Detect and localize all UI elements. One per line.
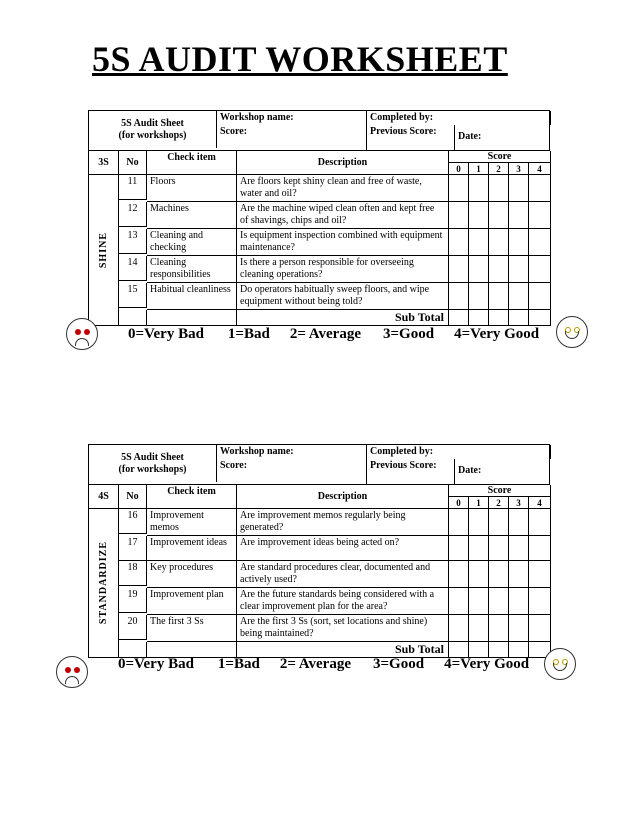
- row-check-item: The first 3 Ss: [147, 615, 237, 642]
- legend-item: 3=Good: [383, 326, 435, 342]
- legend-item: 0=Very Bad: [118, 656, 194, 672]
- row-number: 17: [119, 536, 147, 561]
- sheet-name-line2: (for workshops): [118, 463, 187, 475]
- score-level-4: 4: [529, 497, 551, 509]
- legend-item: 3=Good: [373, 656, 425, 672]
- score-cell[interactable]: [449, 202, 469, 229]
- score-legend: [118, 656, 529, 673]
- section-label: [89, 509, 119, 658]
- score-cell[interactable]: [509, 202, 529, 229]
- score-cell[interactable]: [469, 283, 489, 310]
- score-cell[interactable]: [529, 256, 551, 283]
- row-number: 15: [119, 283, 147, 308]
- subtotal-score-cell[interactable]: [489, 310, 509, 326]
- score-level-0: 0: [449, 497, 469, 509]
- score-level-3: 3: [509, 497, 529, 509]
- row-check-item: Improvement ideas: [147, 536, 237, 561]
- score-cell[interactable]: [489, 283, 509, 310]
- subtotal-score-cell[interactable]: [449, 310, 469, 326]
- legend-item: 1=Bad: [227, 326, 270, 342]
- row-check-item: Cleaning responsibilities: [147, 256, 237, 283]
- subtotal-score-cell[interactable]: [469, 310, 489, 326]
- score-cell[interactable]: [469, 509, 489, 536]
- score-cell[interactable]: [469, 536, 489, 561]
- score-cell[interactable]: [489, 202, 509, 229]
- score-cell[interactable]: [449, 615, 469, 642]
- row-number: 13: [119, 229, 147, 254]
- section-name: SHINE: [97, 231, 109, 269]
- happy-face-icon: [544, 648, 576, 680]
- legend-item: 2= Average: [289, 326, 361, 342]
- score-cell[interactable]: [509, 175, 529, 202]
- sad-face-icon: [56, 656, 88, 688]
- score-cell[interactable]: [529, 175, 551, 202]
- col-header-description: Description: [237, 151, 449, 175]
- score-cell[interactable]: [509, 283, 529, 310]
- row-description: Do operators habitually sweep floors, and wipe equipment without being told?: [237, 283, 449, 310]
- row-number: 16: [119, 509, 147, 534]
- previous-score-field[interactable]: Previous Score:: [367, 125, 455, 150]
- score-cell[interactable]: [509, 256, 529, 283]
- score-cell[interactable]: [449, 588, 469, 615]
- score-cell[interactable]: [509, 509, 529, 536]
- col-header-score: Score: [449, 485, 551, 497]
- score-cell[interactable]: [469, 256, 489, 283]
- col-header-no: No: [119, 151, 147, 175]
- row-description: Is there a person responsible for overseeing cleaning operations?: [237, 256, 449, 283]
- score-cell[interactable]: [489, 509, 509, 536]
- row-check-item: Cleaning and checking: [147, 229, 237, 256]
- subtotal-score-cell[interactable]: [529, 310, 551, 326]
- sheet-header: [88, 110, 550, 150]
- legend-item: 4=Very Good: [454, 326, 540, 342]
- score-cell[interactable]: [489, 175, 509, 202]
- score-cell[interactable]: [449, 536, 469, 561]
- score-field[interactable]: Score:: [217, 459, 367, 484]
- score-cell[interactable]: [489, 561, 509, 588]
- completed-by-field[interactable]: Completed by:: [367, 445, 551, 459]
- score-level-2: 2: [489, 163, 509, 175]
- score-cell[interactable]: [469, 229, 489, 256]
- subtotal-score-cell[interactable]: [509, 310, 529, 326]
- row-number: 11: [119, 175, 147, 200]
- row-number: 19: [119, 588, 147, 613]
- score-cell[interactable]: [469, 202, 489, 229]
- row-number: 14: [119, 256, 147, 281]
- row-description: Are the future standards being considered with a clear improvement plan for the area?: [237, 588, 449, 615]
- workshop-name-field[interactable]: Workshop name:: [217, 111, 367, 125]
- row-number: 20: [119, 615, 147, 640]
- row-check-item: Habitual cleanliness: [147, 283, 237, 310]
- score-cell[interactable]: [529, 588, 551, 615]
- score-cell[interactable]: [489, 588, 509, 615]
- sheet-name-line1: 5S Audit Sheet: [121, 451, 184, 463]
- audit-sheet: [88, 444, 550, 658]
- score-cell[interactable]: [489, 256, 509, 283]
- score-cell[interactable]: [509, 536, 529, 561]
- col-header-check-item: Check item: [147, 485, 237, 509]
- score-field[interactable]: Score:: [217, 125, 367, 150]
- legend-item: 1=Bad: [217, 656, 260, 672]
- score-cell[interactable]: [469, 615, 489, 642]
- score-level-1: 1: [469, 497, 489, 509]
- score-legend: [128, 326, 539, 343]
- row-description: Are the machine wiped clean often and kept free of shavings, chips and oil?: [237, 202, 449, 229]
- score-cell[interactable]: [489, 536, 509, 561]
- score-cell[interactable]: [449, 283, 469, 310]
- score-cell[interactable]: [509, 561, 529, 588]
- score-cell[interactable]: [469, 561, 489, 588]
- score-level-4: 4: [529, 163, 551, 175]
- score-cell[interactable]: [529, 509, 551, 536]
- score-cell[interactable]: [529, 615, 551, 642]
- col-header-no: No: [119, 485, 147, 509]
- row-check-item: Improvement memos: [147, 509, 237, 536]
- score-cell[interactable]: [469, 588, 489, 615]
- col-header-score: Score: [449, 151, 551, 163]
- score-cell[interactable]: [449, 561, 469, 588]
- sheet-header: [88, 444, 550, 484]
- sheet-name-line1: 5S Audit Sheet: [121, 117, 184, 129]
- score-cell[interactable]: [469, 175, 489, 202]
- subtotal-blank: [147, 310, 237, 326]
- row-check-item: Floors: [147, 175, 237, 202]
- row-description: Is equipment inspection combined with equipment maintenance?: [237, 229, 449, 256]
- row-number: 12: [119, 202, 147, 227]
- subtotal-label: Sub Total: [237, 642, 449, 658]
- score-cell[interactable]: [529, 202, 551, 229]
- score-level-0: 0: [449, 163, 469, 175]
- score-cell[interactable]: [529, 229, 551, 256]
- date-field[interactable]: Date:: [458, 465, 482, 476]
- legend-item: 0=Very Bad: [128, 326, 204, 342]
- score-cell[interactable]: [509, 615, 529, 642]
- audit-sheet: [88, 110, 550, 326]
- subtotal-blank: [119, 310, 147, 326]
- col-header-s: 4S: [89, 485, 119, 509]
- row-description: Are standard procedures clear, documented and actively used?: [237, 561, 449, 588]
- sheet-name: [89, 445, 217, 482]
- previous-score-field[interactable]: Previous Score:: [367, 459, 455, 484]
- row-description: Are floors kept shiny clean and free of waste, water and oil?: [237, 175, 449, 202]
- row-number: 18: [119, 561, 147, 586]
- row-check-item: Key procedures: [147, 561, 237, 588]
- legend-item: 4=Very Good: [444, 656, 530, 672]
- date-field[interactable]: Date:: [458, 131, 482, 142]
- score-cell[interactable]: [449, 256, 469, 283]
- legend-item: 2= Average: [279, 656, 351, 672]
- happy-face-icon: [556, 316, 588, 348]
- row-check-item: Machines: [147, 202, 237, 229]
- score-cell[interactable]: [449, 509, 469, 536]
- section-name: STANDARDIZE: [97, 541, 109, 625]
- col-header-check-item: Check item: [147, 151, 237, 175]
- score-level-2: 2: [489, 497, 509, 509]
- sad-face-icon: [66, 318, 98, 350]
- workshop-name-field[interactable]: Workshop name:: [217, 445, 367, 459]
- row-description: Are the first 3 Ss (sort, set locations and shine) being maintained?: [237, 615, 449, 642]
- col-header-description: Description: [237, 485, 449, 509]
- score-cell[interactable]: [529, 536, 551, 561]
- score-cell[interactable]: [449, 175, 469, 202]
- score-cell[interactable]: [509, 229, 529, 256]
- score-cell[interactable]: [489, 615, 509, 642]
- audit-table: [88, 484, 550, 658]
- score-level-1: 1: [469, 163, 489, 175]
- completed-by-field[interactable]: Completed by:: [367, 111, 551, 125]
- page-title: 5S AUDIT WORKSHEET: [92, 39, 508, 79]
- sheet-name-line2: (for workshops): [118, 129, 187, 141]
- row-description: Are improvement ideas being acted on?: [237, 536, 449, 561]
- section-label: [89, 175, 119, 326]
- score-cell[interactable]: [529, 283, 551, 310]
- score-cell[interactable]: [489, 229, 509, 256]
- col-header-s: 3S: [89, 151, 119, 175]
- score-level-3: 3: [509, 163, 529, 175]
- score-cell[interactable]: [509, 588, 529, 615]
- subtotal-label: Sub Total: [237, 310, 449, 326]
- row-description: Are improvement memos regularly being generated?: [237, 509, 449, 536]
- row-check-item: Improvement plan: [147, 588, 237, 615]
- sheet-name: [89, 111, 217, 148]
- audit-table: [88, 150, 550, 326]
- score-cell[interactable]: [529, 561, 551, 588]
- score-cell[interactable]: [449, 229, 469, 256]
